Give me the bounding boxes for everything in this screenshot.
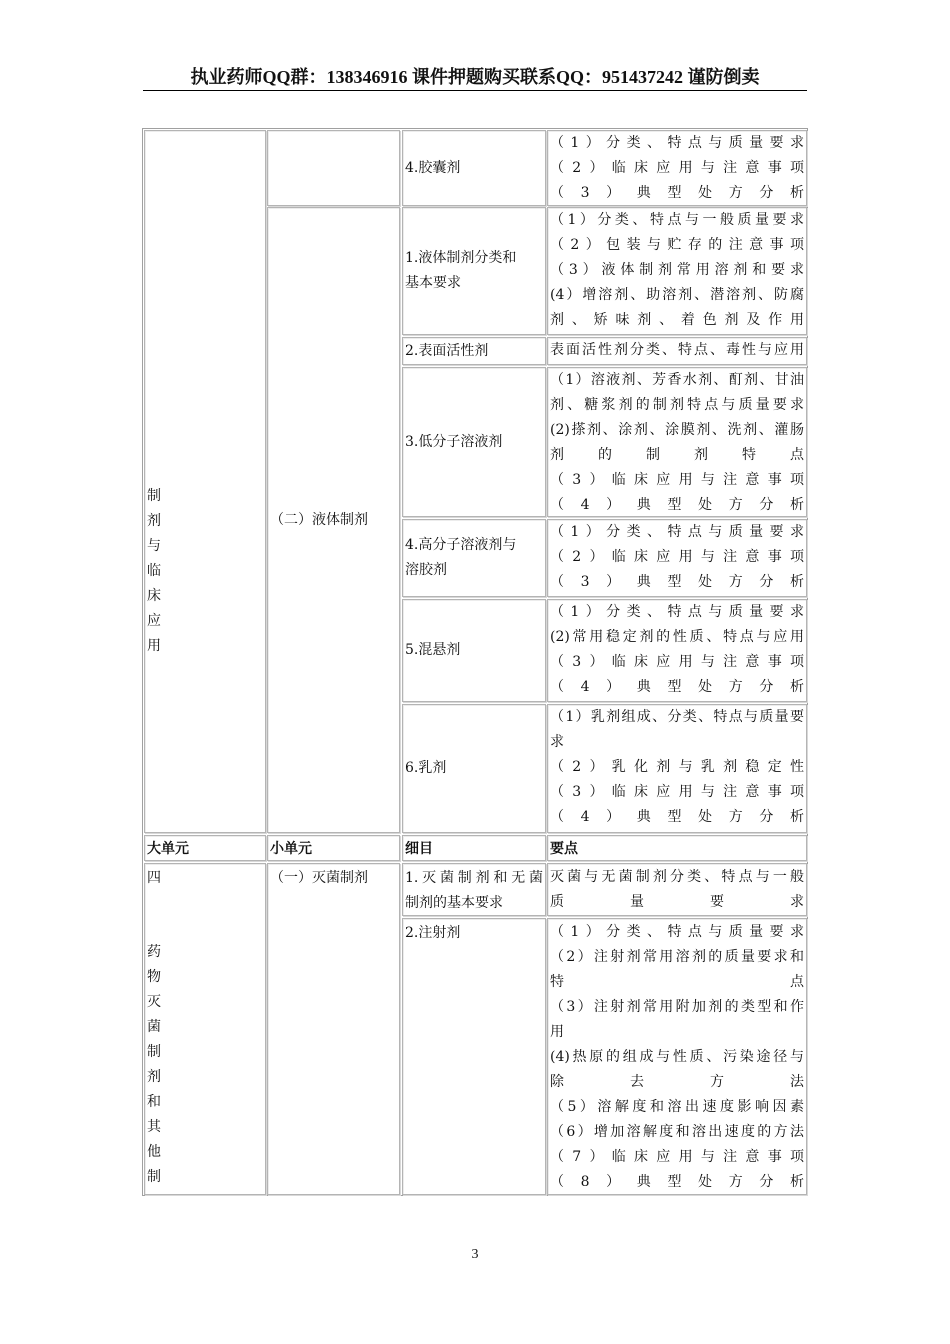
small-unit-label: （一）灭菌制剂 <box>270 870 368 886</box>
point-line: 表面活性剂分类、特点、毒性与应用 <box>550 342 804 358</box>
header-label: 小单元 <box>270 839 312 856</box>
header-label: 细目 <box>405 839 433 856</box>
big-unit-char: 制 <box>147 1044 161 1060</box>
big-unit-char: 菌 <box>147 1019 161 1035</box>
point-line: 除 去 方 法 <box>550 1074 804 1090</box>
detail-name: 1.灭菌制剂和无菌 <box>405 870 543 886</box>
detail-cell <box>402 704 546 833</box>
big-unit-char: 剂 <box>147 1069 161 1085</box>
detail-cell <box>402 519 546 597</box>
detail-name: 基本要求 <box>405 275 461 291</box>
point-line: （6）增加溶解度和溶出速度的方法 <box>550 1124 804 1140</box>
detail-cell <box>402 863 546 916</box>
big-unit-char: 床 <box>147 588 161 604</box>
big-unit-char: 用 <box>147 638 161 654</box>
detail-cell <box>402 599 546 702</box>
detail-name: 5.混悬剂 <box>405 642 461 658</box>
point-line: 剂、矫味剂、着色剂及作用 <box>550 312 804 328</box>
big-unit-char: 灭 <box>147 994 161 1010</box>
big-unit-char: 药 <box>147 944 161 960</box>
point-line: （2）包装与贮存的注意事项 <box>550 237 804 253</box>
point-line: (2)搽剂、涂剂、涂膜剂、洗剂、灌肠 <box>550 422 804 438</box>
big-unit-char: 他 <box>147 1144 161 1160</box>
point-line: （3）临床应用与注意事项 <box>550 654 804 670</box>
point-line: （3）典型处方分析 <box>550 574 804 590</box>
point-line: （1）乳剂组成、分类、特点与质量要 <box>550 709 804 725</box>
points-cell <box>547 207 807 335</box>
big-unit-char: 与 <box>147 538 161 554</box>
point-line: （7）临床应用与注意事项 <box>550 1149 804 1165</box>
big-unit-char: 和 <box>147 1094 161 1110</box>
detail-name: 溶胶剂 <box>405 562 447 578</box>
detail-name: 4.高分子溶液剂与 <box>405 537 517 553</box>
header-rule <box>143 90 807 91</box>
points-cell <box>547 337 807 365</box>
point-line: （8）典型处方分析 <box>550 1174 804 1190</box>
detail-cell <box>402 337 546 365</box>
point-line: （4）典型处方分析 <box>550 809 804 825</box>
syllabus-table <box>142 128 808 1196</box>
small-unit-cell-empty <box>267 130 400 206</box>
point-line: （1）分类、特点与质量要求 <box>550 924 804 940</box>
detail-cell <box>402 367 546 517</box>
page-header: 执业药师QQ群：138346916 课件押题购买联系QQ：951437242 谨防倒卖 <box>190 67 760 87</box>
points-cell <box>547 367 807 517</box>
big-unit-cell <box>144 863 266 1195</box>
point-line: （5）溶解度和溶出速度影响因素 <box>550 1099 804 1115</box>
point-line: （2）注射剂常用溶剂的质量要求和 <box>550 949 804 965</box>
point-line: （4）典型处方分析 <box>550 679 804 695</box>
point-line: 剂、糖浆剂的制剂特点与质量要求 <box>550 397 804 413</box>
big-unit-cell <box>144 130 266 833</box>
points-cell <box>547 863 807 916</box>
header-points <box>547 835 807 861</box>
big-unit-char: 剂 <box>147 513 161 529</box>
detail-name: 2.表面活性剂 <box>405 342 489 359</box>
point-line: （3）典型处方分析 <box>550 185 804 201</box>
detail-name: 4.胶囊剂 <box>405 159 461 176</box>
points-cell <box>547 704 807 833</box>
header-label: 大单元 <box>147 839 189 856</box>
point-line: 质量要求 <box>550 894 804 910</box>
header-small-unit <box>267 835 400 861</box>
detail-name: 制剂的基本要求 <box>405 895 503 911</box>
point-line: （1）分类、特点与质量要求 <box>550 135 804 151</box>
points-cell <box>547 599 807 702</box>
big-unit-char: 制 <box>147 1169 161 1185</box>
page-number: 3 <box>471 1247 479 1262</box>
point-line: (2)常用稳定剂的性质、特点与应用 <box>550 629 804 645</box>
point-line: （1）溶液剂、芳香水剂、酊剂、甘油 <box>550 372 804 388</box>
point-line: （2）临床应用与注意事项 <box>550 549 804 565</box>
point-line: （2）乳化剂与乳剂稳定性 <box>550 759 804 775</box>
point-line: （3）液体制剂常用溶剂和要求 <box>550 262 804 278</box>
point-line: 用 <box>550 1024 564 1040</box>
point-line: （1）分类、特点与质量要求 <box>550 604 804 620</box>
detail-name: 6.乳剂 <box>405 760 447 776</box>
big-unit-char: 制 <box>147 488 161 504</box>
point-line: （3）临床应用与注意事项 <box>550 472 804 488</box>
big-unit-number: 四 <box>147 870 161 886</box>
big-unit-char: 应 <box>147 613 161 629</box>
detail-name: 3.低分子溶液剂 <box>405 433 503 450</box>
detail-name: 1.液体制剂分类和 <box>405 250 517 266</box>
point-line: （3）临床应用与注意事项 <box>550 784 804 800</box>
big-unit-char: 其 <box>147 1119 161 1135</box>
points-cell <box>547 130 807 206</box>
detail-cell <box>402 918 546 1195</box>
big-unit-char: 物 <box>147 969 161 985</box>
detail-cell <box>402 207 546 335</box>
point-line: 剂 的 制 剂 特 点 <box>550 447 804 463</box>
point-line: (4）增溶剂、助溶剂、潜溶剂、防腐 <box>550 287 804 303</box>
point-line: （4）典型处方分析 <box>550 497 804 513</box>
point-line: 灭菌与无菌制剂分类、特点与一般 <box>550 869 804 885</box>
point-line: （2）临床应用与注意事项 <box>550 160 804 176</box>
point-line: （1）分类、特点与一般质量要求 <box>550 212 804 228</box>
point-line: 求 <box>550 734 564 750</box>
point-line: （3）注射剂常用附加剂的类型和作 <box>550 999 804 1015</box>
point-line: 特 点 <box>550 974 804 990</box>
points-cell <box>547 519 807 597</box>
small-unit-label: （二）液体制剂 <box>270 512 368 528</box>
point-line: （1）分类、特点与质量要求 <box>550 524 804 540</box>
header-detail <box>402 835 546 861</box>
small-unit-cell <box>267 863 400 1195</box>
big-unit-char: 临 <box>147 563 161 579</box>
small-unit-cell <box>267 207 400 833</box>
detail-name: 2.注射剂 <box>405 925 461 941</box>
header-label: 要点 <box>550 839 578 856</box>
detail-cell <box>402 130 546 206</box>
points-cell <box>547 918 807 1195</box>
header-big-unit <box>144 835 266 861</box>
point-line: (4)热原的组成与性质、污染途径与 <box>550 1049 804 1065</box>
